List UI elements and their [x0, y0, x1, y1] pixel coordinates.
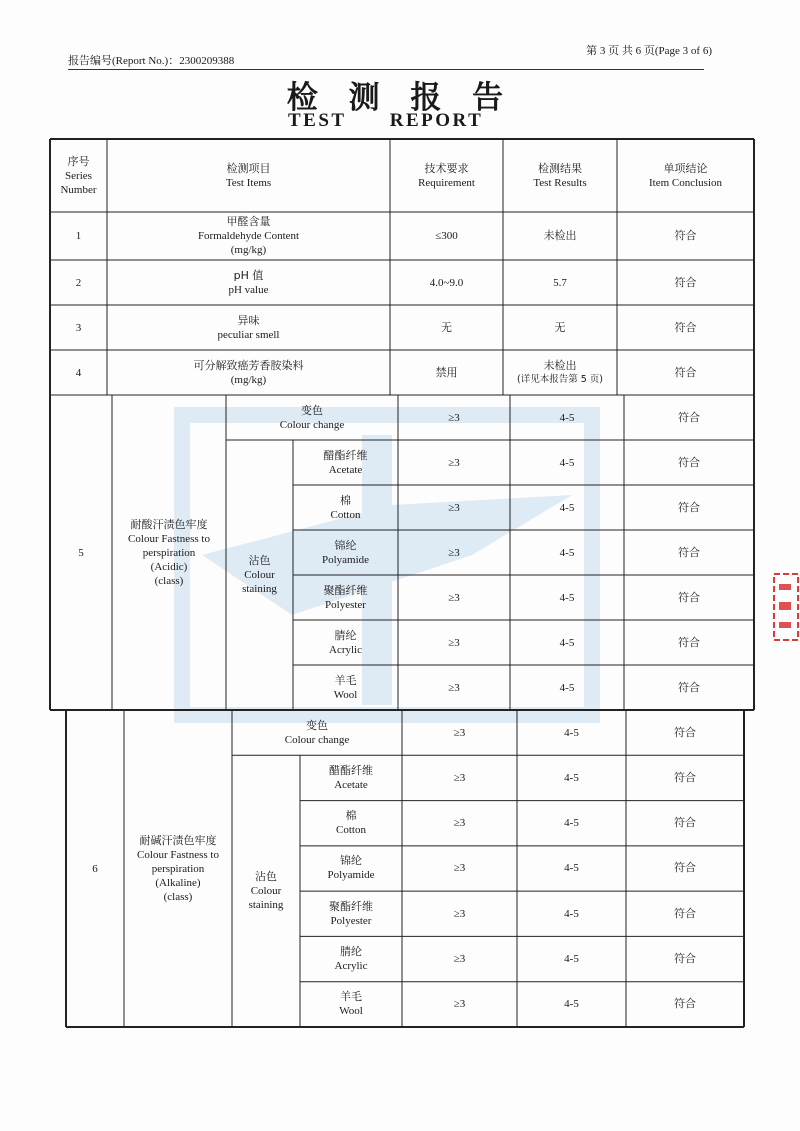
fibre-label-line: 棉	[340, 493, 351, 507]
colour-change-requirement-line: ≥3	[453, 726, 466, 739]
fibre-label-line: Polyester	[325, 598, 366, 611]
colour-change-requirement	[398, 395, 510, 440]
group-label-line: (class)	[154, 574, 184, 587]
fibre-label	[293, 530, 398, 575]
colour-change-label	[232, 710, 402, 755]
fibre-requirement	[398, 575, 510, 620]
group-label-line: perspiration	[151, 862, 205, 875]
row-requirement-line: 禁用	[435, 365, 458, 379]
row-number-line: 4	[75, 366, 82, 379]
fibre-result-line: 4-5	[559, 456, 575, 469]
fibre-result	[517, 755, 626, 800]
fibre-conclusion	[624, 440, 754, 485]
fibre-label	[300, 936, 402, 981]
colour-change-label	[226, 395, 398, 440]
staining-label-line: Colour	[244, 569, 275, 581]
header-serial-line: Number	[60, 183, 97, 196]
fibre-requirement	[398, 620, 510, 665]
group-number	[66, 710, 124, 1027]
row-requirement-line: 4.0~9.0	[429, 276, 464, 289]
fibre-result	[510, 485, 624, 530]
fibre-result	[510, 530, 624, 575]
fibre-conclusion-line: 符合	[678, 455, 700, 469]
header-items	[107, 139, 390, 212]
fibre-result	[510, 440, 624, 485]
row-number-line: 1	[75, 230, 82, 242]
group-label-line: (class)	[163, 890, 193, 903]
fibre-label-line: Wool	[333, 688, 358, 701]
staining-label-line: staining	[248, 899, 284, 912]
colour-change-result-line: 4-5	[564, 726, 579, 739]
fibre-requirement-line: ≥3	[448, 546, 460, 559]
fibre-conclusion-line: 符合	[678, 635, 700, 649]
group-label	[124, 710, 232, 1027]
group-label-line: perspiration	[142, 546, 196, 559]
group-label	[112, 395, 226, 710]
row-item-line: peculiar smell	[217, 328, 280, 341]
row-number-line: 3	[75, 321, 82, 334]
row-number	[50, 305, 107, 350]
fibre-requirement	[398, 665, 510, 710]
fibre-result	[510, 665, 624, 710]
fibre-label	[300, 801, 402, 846]
row-result	[503, 260, 617, 305]
fibre-label-line: 腈纶	[334, 628, 357, 642]
header-results-line: 检测结果	[538, 161, 582, 175]
fibre-label-line: 聚酯纤维	[329, 899, 373, 913]
fibre-label	[293, 485, 398, 530]
fibre-label-line: Acrylic	[329, 643, 362, 656]
fibre-label-line: 锦纶	[334, 538, 357, 552]
row-item-line: 异味	[237, 313, 260, 327]
header-serial-line: Series	[65, 169, 92, 182]
fibre-result-line: 4-5	[559, 501, 575, 514]
colour-change-conclusion-line: 符合	[678, 410, 700, 424]
fibre-label-line: Acetate	[328, 463, 363, 476]
row-item-line: pH 值	[233, 268, 264, 282]
fibre-label	[300, 846, 402, 891]
row-requirement	[390, 260, 503, 305]
row-requirement-line: 无	[441, 320, 452, 334]
fibre-conclusion	[626, 755, 744, 800]
fibre-requirement-line: ≥3	[453, 771, 466, 784]
fibre-label-line: Wool	[339, 1005, 363, 1018]
fibre-label-line: 醋酯纤维	[323, 448, 368, 462]
fibre-result-line: 4-5	[564, 998, 579, 1011]
group-number	[50, 395, 112, 710]
staining-label	[226, 440, 293, 710]
colour-change-result	[517, 710, 626, 755]
row-result	[503, 305, 617, 350]
fibre-result	[517, 982, 626, 1027]
fibre-conclusion-line: 符合	[678, 590, 700, 604]
row-item-line: pH value	[228, 283, 269, 296]
fibre-result-line: 4-5	[564, 817, 579, 830]
row-result-line: 未检出	[543, 358, 577, 372]
fibre-conclusion	[626, 846, 744, 891]
title-chinese: 检 测 报 告	[286, 80, 514, 116]
fibre-label-line: Acrylic	[334, 960, 368, 973]
fibre-conclusion	[626, 982, 744, 1027]
fibre-result-line: 4-5	[559, 681, 575, 694]
header-conclusion	[617, 139, 754, 212]
fibre-conclusion	[624, 485, 754, 530]
fibre-requirement-line: ≥3	[453, 817, 466, 830]
page-info: 第 3 页 共 6 页(Page 3 of 6)	[586, 45, 712, 57]
row-result	[503, 212, 617, 260]
fibre-result	[517, 891, 626, 936]
row-result-line: (详见本报告第 5 页)	[517, 373, 603, 385]
fibre-requirement	[402, 846, 517, 891]
colour-change-requirement	[402, 710, 517, 755]
fibre-result	[517, 801, 626, 846]
fibre-conclusion	[626, 801, 744, 846]
report-number: 报告编号(Report No.)：2300209388	[68, 55, 235, 67]
row-requirement	[390, 305, 503, 350]
fibre-requirement	[402, 936, 517, 981]
row-number	[50, 212, 107, 260]
fibre-conclusion-line: 符合	[674, 861, 696, 875]
fibre-result	[510, 620, 624, 665]
row-result-line: 无	[554, 320, 566, 334]
fibre-requirement	[402, 982, 517, 1027]
staining-label-line: 沾色	[248, 554, 271, 567]
group-label-line: Colour Fastness to	[128, 532, 210, 545]
fibre-label	[300, 891, 402, 936]
fibre-label-line: 锦纶	[340, 854, 362, 868]
staining-label-line: 沾色	[255, 870, 277, 884]
header-requirement-line: 技术要求	[424, 161, 469, 175]
fibre-label-line: Polyamide	[321, 553, 370, 566]
fibre-requirement-line: ≥3	[453, 953, 466, 966]
colour-change-result	[510, 395, 624, 440]
fibre-label	[293, 665, 398, 710]
group-label-line: 耐酸汗渍色牢度	[130, 517, 208, 531]
fibre-conclusion	[624, 530, 754, 575]
fibre-conclusion-line: 符合	[678, 500, 700, 514]
row-conclusion-line: 符合	[674, 320, 697, 334]
fibre-label-line: 羊毛	[334, 673, 357, 687]
group-number-line: 5	[78, 546, 84, 559]
row-item	[107, 350, 390, 395]
colour-change-requirement-line: ≥3	[448, 411, 460, 424]
fibre-conclusion	[624, 575, 754, 620]
fibre-label-line: Polyamide	[327, 869, 375, 882]
group-label-line: (Alkaline)	[155, 876, 201, 889]
fibre-conclusion-line: 符合	[674, 816, 696, 830]
fibre-conclusion-line: 符合	[674, 997, 696, 1011]
fibre-requirement-line: ≥3	[448, 681, 460, 694]
fibre-label-line: 醋酯纤维	[329, 763, 373, 777]
colour-change-conclusion	[626, 710, 744, 755]
row-conclusion-line: 符合	[674, 365, 697, 379]
colour-change-label-line: Colour change	[284, 733, 350, 746]
row-item-line: Formaldehyde Content	[197, 230, 300, 242]
fibre-requirement-line: ≥3	[448, 591, 460, 604]
group-label-line: (Acidic)	[150, 560, 188, 573]
fibre-label	[300, 982, 402, 1027]
colour-change-conclusion	[624, 395, 754, 440]
header-results-line: Test Results	[533, 176, 587, 189]
row-requirement	[390, 350, 503, 395]
fibre-label	[300, 755, 402, 800]
fibre-requirement	[402, 801, 517, 846]
row-result-line: 未检出	[543, 229, 577, 242]
row-number	[50, 260, 107, 305]
fibre-requirement-line: ≥3	[453, 998, 466, 1011]
fibre-conclusion-line: 符合	[678, 680, 700, 694]
fibre-label-line: Cotton	[336, 824, 366, 837]
fibre-result	[517, 846, 626, 891]
row-item	[107, 260, 390, 305]
title-english: TEST REPORT	[288, 110, 484, 131]
fibre-requirement	[398, 440, 510, 485]
fibre-label-line: Polyester	[330, 914, 372, 927]
fibre-requirement	[398, 530, 510, 575]
fibre-requirement-line: ≥3	[448, 501, 460, 514]
header-items-line: Test Items	[225, 176, 272, 189]
row-number-line: 2	[75, 276, 82, 289]
row-item-line: (mg/kg)	[230, 373, 267, 386]
row-item-line: 可分解致癌芳香胺染料	[193, 358, 304, 372]
row-result-line: 5.7	[553, 276, 567, 289]
fibre-conclusion-line: 符合	[674, 952, 696, 966]
fibre-result-line: 4-5	[564, 907, 579, 920]
fibre-conclusion-line: 符合	[678, 545, 700, 559]
fibre-label	[293, 440, 398, 485]
fibre-requirement-line: ≥3	[448, 456, 460, 469]
fibre-label-line: Acetate	[334, 778, 368, 791]
colour-change-label-line: Colour change	[279, 418, 345, 431]
staining-label	[232, 755, 300, 1027]
header-items-line: 检测项目	[226, 161, 271, 175]
fibre-conclusion	[624, 620, 754, 665]
row-conclusion	[617, 260, 754, 305]
fibre-conclusion	[626, 936, 744, 981]
row-conclusion	[617, 212, 754, 260]
header-requirement	[390, 139, 503, 212]
row-requirement	[390, 212, 503, 260]
fibre-conclusion-line: 符合	[674, 906, 696, 920]
row-item-line: (mg/kg)	[230, 244, 267, 256]
colour-change-conclusion-line: 符合	[674, 725, 696, 739]
fibre-result-line: 4-5	[564, 953, 579, 966]
group-label-line: Colour Fastness to	[137, 848, 219, 861]
row-result	[503, 350, 617, 395]
colour-change-label-line: 变色	[306, 718, 328, 732]
row-requirement-line: ≤300	[435, 230, 458, 242]
fibre-label	[293, 575, 398, 620]
group-number-line: 6	[92, 862, 98, 875]
fibre-label	[293, 620, 398, 665]
fibre-label-line: 聚酯纤维	[323, 583, 368, 597]
fibre-result	[517, 936, 626, 981]
row-conclusion-line: 符合	[674, 275, 697, 289]
fibre-conclusion	[626, 891, 744, 936]
header-requirement-line: Requirement	[418, 176, 475, 189]
fibre-requirement-line: ≥3	[448, 636, 460, 649]
fibre-label-line: 羊毛	[340, 990, 362, 1004]
header-results	[503, 139, 617, 212]
row-conclusion	[617, 350, 754, 395]
fibre-conclusion	[624, 665, 754, 710]
row-conclusion	[617, 305, 754, 350]
fibre-requirement	[398, 485, 510, 530]
fibre-requirement-line: ≥3	[453, 907, 466, 920]
row-item-line: 甲醛含量	[226, 215, 271, 228]
fibre-conclusion-line: 符合	[674, 770, 696, 784]
fibre-requirement	[402, 755, 517, 800]
fibre-label-line: Cotton	[330, 508, 361, 521]
fibre-result	[510, 575, 624, 620]
header-conclusion-line: Item Conclusion	[648, 176, 723, 189]
colour-change-result-line: 4-5	[559, 411, 575, 424]
row-item	[107, 305, 390, 350]
fibre-result-line: 4-5	[559, 591, 575, 604]
colour-change-label-line: 变色	[301, 403, 323, 417]
fibre-label-line: 棉	[345, 809, 357, 823]
header-serial	[50, 139, 107, 212]
fibre-label-line: 腈纶	[340, 945, 362, 959]
fibre-result-line: 4-5	[564, 771, 579, 784]
row-number	[50, 350, 107, 395]
staining-label-line: Colour	[250, 885, 282, 898]
header-serial-line: 序号	[67, 154, 90, 168]
staining-label-line: staining	[242, 583, 277, 595]
fibre-requirement-line: ≥3	[453, 862, 466, 875]
fibre-requirement	[402, 891, 517, 936]
row-item	[107, 212, 390, 260]
fibre-result-line: 4-5	[564, 862, 579, 875]
header-conclusion-line: 单项结论	[663, 161, 708, 175]
fibre-result-line: 4-5	[559, 636, 575, 649]
fibre-result-line: 4-5	[559, 546, 575, 559]
row-conclusion-line: 符合	[674, 229, 697, 242]
group-label-line: 耐碱汗渍色牢度	[139, 833, 217, 847]
